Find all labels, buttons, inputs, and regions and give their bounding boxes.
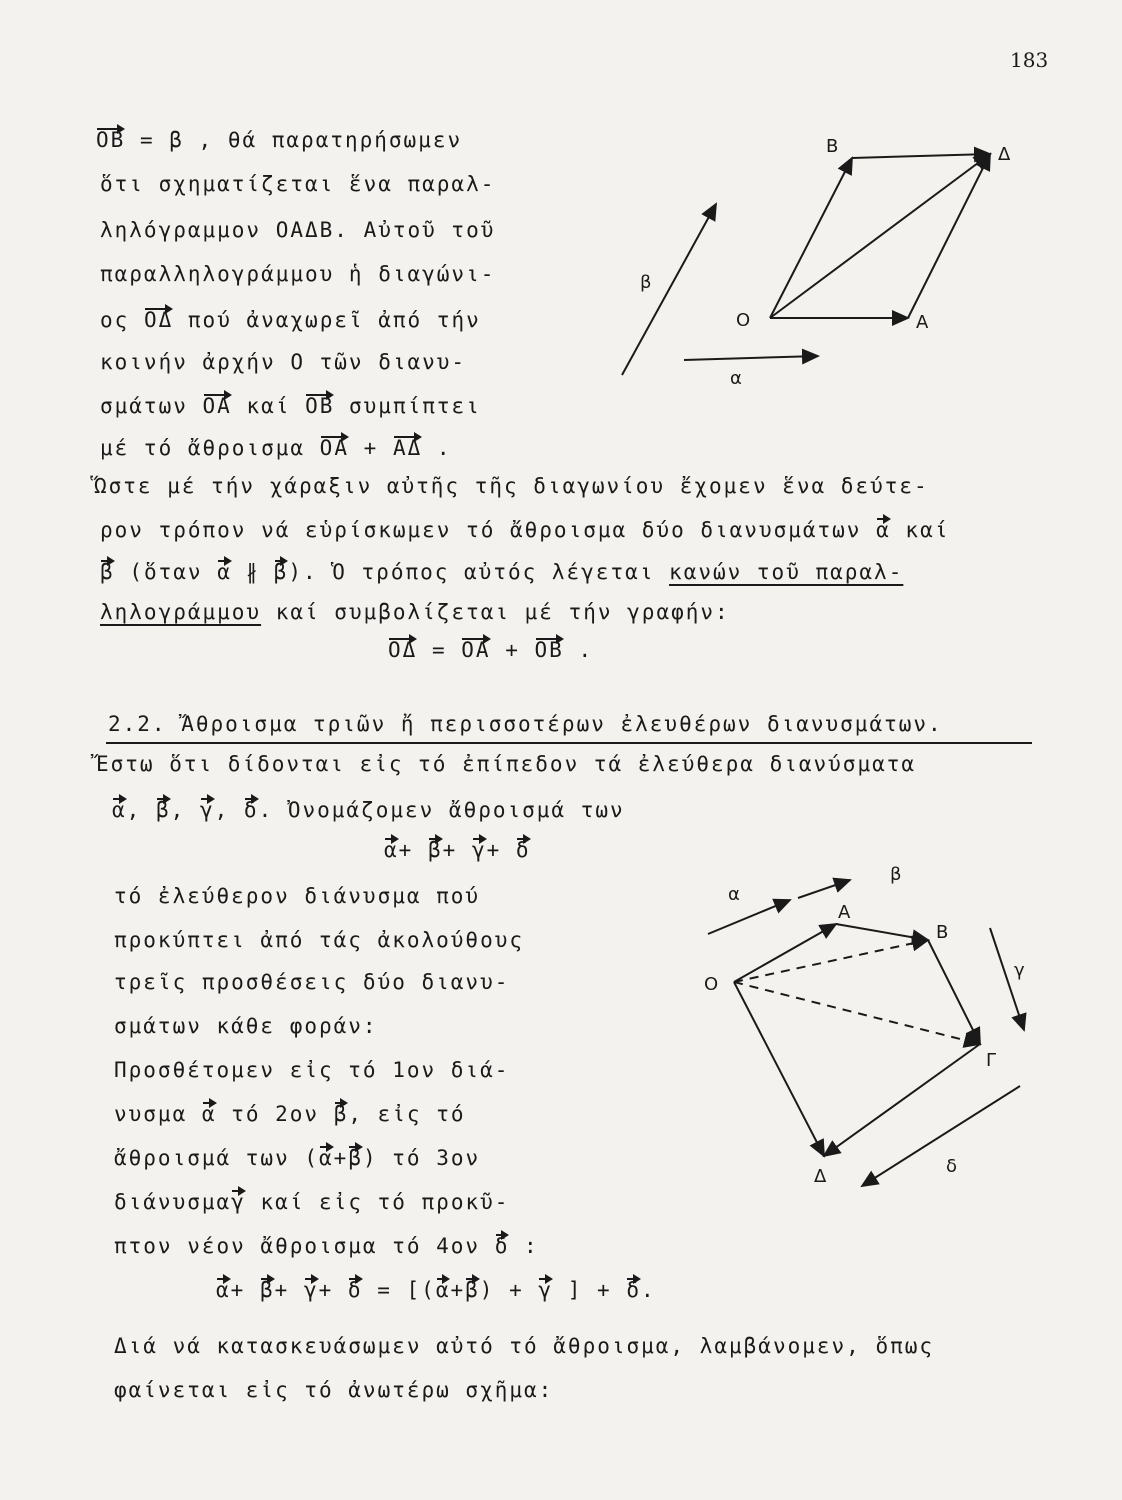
- text-line: φαίνεται εἰς τό ἀνωτέρω σχῆμα:: [114, 1378, 554, 1402]
- text-line: ληλογράμμου καί συμβολίζεται μέ τήν γραφήν:: [100, 600, 730, 624]
- text-line: διάνυσμαγ καί εἰς τό προκῦ-: [114, 1190, 510, 1214]
- section-heading: 2.2. Ἄθροισμα τριῶν ἤ περισσοτέρων ἐλευθέρων διανυσμάτων.: [108, 712, 943, 736]
- vector-oa: OA: [319, 436, 349, 460]
- label-d: Δ: [998, 144, 1011, 165]
- vector-ad: ΑΔ: [392, 436, 423, 460]
- free-vector-beta: [622, 204, 716, 375]
- partial-sum-og: [734, 982, 980, 1044]
- sum-expression: α+ β+ γ+ δ: [384, 838, 531, 862]
- label-b: Β: [936, 922, 949, 943]
- text-line: α, β, γ, δ. Ὀνομάζομεν ἄθροισμά των: [112, 798, 625, 822]
- free-vector-alpha: [684, 356, 818, 360]
- polygon-oa: [734, 924, 836, 982]
- vector-bd-line: [852, 154, 990, 158]
- vector-ad-line: [908, 154, 990, 318]
- text-line: μέ τό ἄθροισμα OA + ΑΔ .: [100, 436, 452, 460]
- parallelogram-figure: [600, 130, 1040, 400]
- label-o: Ο: [736, 310, 751, 331]
- text-line: κοινήν ἀρχήν Ο τῶν διανυ-: [100, 350, 467, 374]
- label-d: Δ: [814, 1166, 827, 1187]
- vector-alpha: α: [217, 560, 232, 584]
- label-a: Α: [916, 312, 929, 333]
- label-o: Ο: [704, 974, 719, 995]
- free-vector-delta: [862, 1086, 1020, 1186]
- text-line: Ὥστε μέ τήν χάραξιν αὐτῆς τῆς διαγωνίου ἔχομεν ἕνα δεύτε-: [94, 474, 929, 498]
- equation-four-sum: α+ β+ γ+ δ = [(α+β) + γ ] + δ.: [216, 1278, 656, 1302]
- polygon-bg: [928, 940, 980, 1044]
- text-line: Προσθέτομεν εἰς τό 1ον διά-: [114, 1058, 510, 1082]
- label-delta: δ: [946, 1156, 958, 1177]
- term-parallelogram-rule: κανών τοῦ παραλ-: [669, 560, 904, 584]
- polygon-gd: [824, 1044, 980, 1156]
- vector-od: OΔ: [143, 308, 174, 332]
- text-line: νυσμα α τό 2ον β, εἰς τό: [114, 1102, 466, 1126]
- term-parallelogram-rule-cont: ληλογράμμου: [100, 600, 262, 624]
- text-line: σμάτων OA καί OB συμπίπτει: [100, 394, 481, 418]
- text-line: παραλληλογράμμου ἡ διαγώνι-: [100, 262, 496, 286]
- text-line: β (ὅταν α ∦ β). Ὁ τρόπος αὐτός λέγεται κανών τοῦ παραλ-: [100, 560, 904, 584]
- text-line: Διά νά κατασκευάσωμεν αὐτό τό ἄθροισμα, λαμβάνομεν, ὅπως: [114, 1334, 935, 1358]
- text-line: OB = β , θά παρατηρήσωμεν: [96, 128, 463, 152]
- vector-ob: OB: [305, 394, 335, 418]
- heading-underline: [106, 742, 1032, 744]
- label-beta: β: [890, 864, 902, 885]
- vector-od-diagonal: [770, 154, 990, 318]
- text-line: Ἔστω ὅτι δίδονται εἰς τό ἐπίπεδον τά ἐλεύθερα διανύσματα: [96, 752, 917, 776]
- text-line: σμάτων κάθε φοράν:: [114, 1014, 378, 1038]
- vector-alpha: α: [876, 518, 891, 542]
- text-line: τό ἐλεύθερον διάνυσμα πού: [114, 884, 481, 908]
- vector-beta: β: [273, 560, 289, 584]
- label-b: Β: [826, 136, 839, 157]
- vector-ob-line: [770, 158, 852, 318]
- vector-beta: β: [100, 560, 115, 584]
- label-gamma: γ: [1014, 960, 1025, 981]
- text-line: πτον νέον ἄθροισμα τό 4ον δ :: [114, 1234, 539, 1258]
- text-line: ος OΔ πού ἀναχωρεῖ ἀπό τήν: [100, 308, 481, 332]
- text-line: ληλόγραμμον ΟΑΔΒ. Αὐτοῦ τοῦ: [100, 218, 496, 242]
- vector-ob: OB: [96, 128, 126, 152]
- free-vector-alpha: [708, 900, 790, 934]
- formula-parallelogram: OΔ = OA + OB .: [388, 638, 594, 662]
- partial-sum-ob: [734, 940, 928, 982]
- text-line: τρεῖς προσθέσεις δύο διανυ-: [114, 970, 510, 994]
- text-line: ὅτι σχηματίζεται ἕνα παραλ-: [100, 172, 496, 196]
- vector-polygon-figure: [690, 860, 1050, 1220]
- label-a: Α: [838, 902, 851, 923]
- label-alpha: α: [728, 884, 740, 905]
- text-line: προκύπτει ἀπό τάς ἀκολούθους: [114, 928, 525, 952]
- label-beta: β: [640, 272, 652, 293]
- page-number: 183: [1010, 48, 1049, 72]
- sum-od: [734, 982, 824, 1156]
- text-line: ρον τρόπον νά εὑρίσκωμεν τό ἄθροισμα δύο διανυσμάτων α καί: [100, 518, 950, 542]
- free-vector-beta: [798, 880, 850, 898]
- label-g: Γ: [986, 1050, 997, 1071]
- label-alpha: α: [730, 368, 742, 389]
- vector-oa: OA: [202, 394, 232, 418]
- text-line: ἄθροισμά των (α+β) τό 3ον: [114, 1146, 481, 1170]
- polygon-ab: [836, 924, 928, 940]
